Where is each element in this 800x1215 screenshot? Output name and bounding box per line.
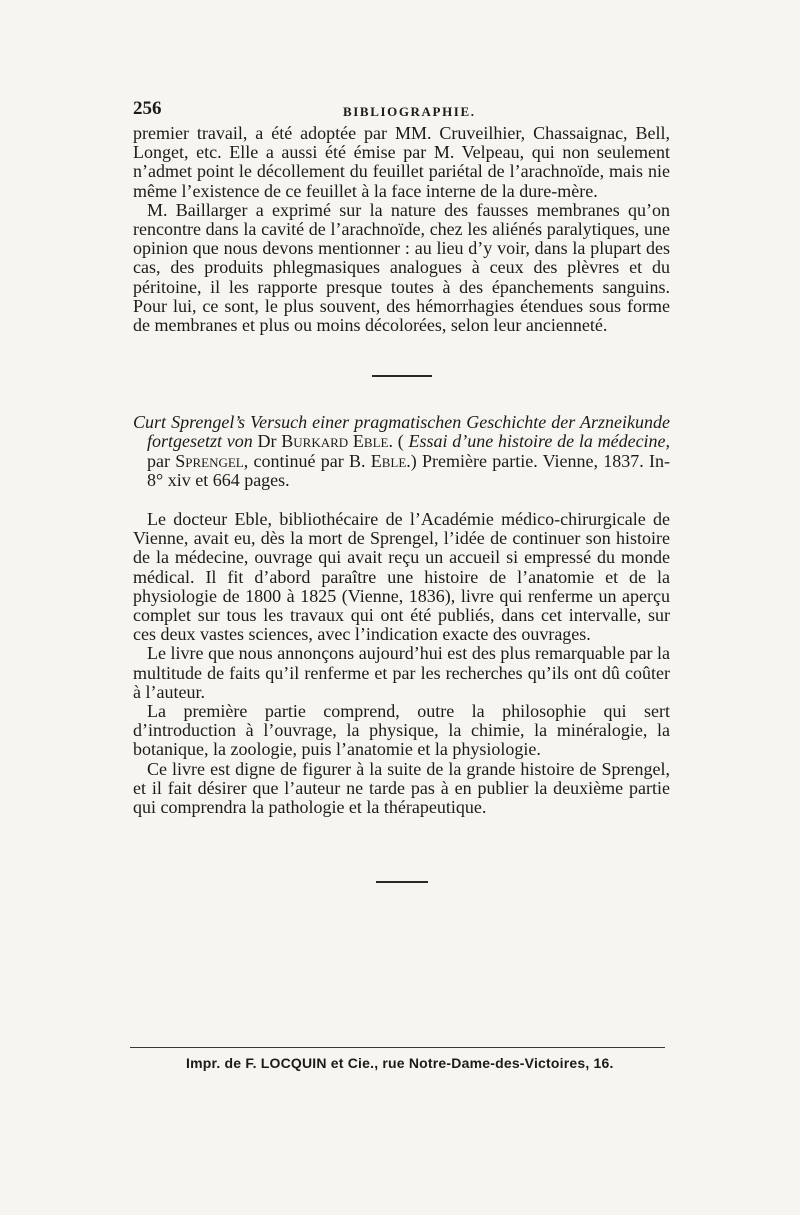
running-header [133, 98, 670, 124]
printer-imprint: Impr. de F. LOCQUIN et Cie., rue Notre-Dame-des-Victoires, 16. [186, 1055, 614, 1071]
book-author: Burkard Eble. [281, 431, 393, 452]
paragraph: Le docteur Eble, bibliothécaire de l’Académie médico-chirurgicale de Vienne, avait eu, dès la mort de Sprengel, l’idée de continuer son histoire de la médecine, ouvrage qui avait reçu un accueil si empressé du monde médical. Il fit d’abord paraître une histoire de l’anatomie et de la physiologie de 1800 à 1825 (Vienne, 1836), livre qui renferme un aperçu complet sur tous les travaux qui ont été publiés, dans cet intervalle, sur ces deux vastes sciences, avec l’indication exacte des ouvrages. [133, 509, 670, 645]
continued-text: , continué par [243, 450, 344, 471]
section-divider [372, 375, 432, 377]
paragraph: La première partie comprend, outre la philosophie qui sert d’introduction à l’ouvrage, la physique, la chimie, la minéralogie, la botanique, la zoologie, puis l’anatomie et la physiologie. [133, 701, 670, 760]
author-prefix: Dr [257, 431, 277, 452]
paragraph: Le livre que nous annonçons aujourd’hui est des plus remarquable par la multitude de faits qu’il renferme et par les recherches qu’ils ont dû coûter à l’auteur. [133, 643, 670, 702]
paren-open: ( [397, 431, 404, 452]
footer-rule [130, 1047, 665, 1048]
page-number: 256 [133, 98, 162, 119]
paragraph: premier travail, a été adoptée par MM. Cruveilhier, Chassaignac, Bell, Longet, etc. Elle a aussi été émise par M. Velpeau, qui non seulement n’admet point le décollement du feuillet pariétal de l’arachnoïde, mais nie même l’existence de ce feuillet à la face interne de la dure-mère. [133, 123, 670, 201]
book-title-german: Curt Sprengel’s Versuch einer pragmatischen Geschichte der Arzneikunde fortgesetzt von [133, 412, 670, 452]
section-divider [376, 881, 428, 883]
sprengel-name: Sprengel [175, 450, 244, 471]
book-title-french: Essai d’une histoire de la médecine, [408, 431, 671, 452]
book-entry [133, 413, 670, 490]
page-body [133, 98, 670, 883]
by-word: par [147, 450, 170, 471]
book-publication-details: ) Première partie. Vienne, 1837. In-8° xiv et 664 pages. [147, 450, 671, 490]
running-title: BIBLIOGRAPHIE. [343, 104, 476, 119]
paragraph: M. Baillarger a exprimé sur la nature des fausses membranes qu’on rencontre dans la cavité de l’arachnoïde, chez les aliénés paralytiques, une opinion que nous devons mentionner : au lieu d’y voir, dans la plupart des cas, des produits phlegmasiques analogues à ceux des plèvres et du péritoine, il les rapporte presque toutes à des épanchements sanguins. Pour lui, ce sont, le plus souvent, des hémorrhagies étendues sous forme de membranes et plus ou moins décolorées, selon leur ancienneté. [133, 199, 670, 336]
eble-name: B. Eble. [348, 450, 411, 471]
paragraph: Ce livre est digne de figurer à la suite de la grande histoire de Sprengel, et il fait désirer que l’auteur ne tarde pas à en publier la deuxième partie qui comprendra la pathologie et la thérapeutique. [133, 758, 670, 818]
